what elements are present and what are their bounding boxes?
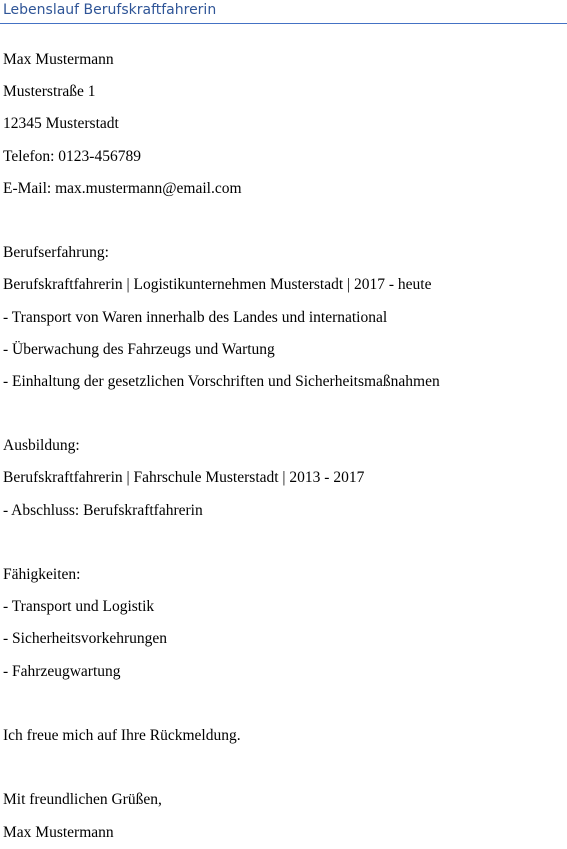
spacer (3, 205, 563, 237)
document-body (3, 44, 563, 849)
education-heading: Ausbildung: (3, 437, 80, 455)
experience-position: Berufskraftfahrerin | Logistikunternehmen Musterstadt | 2017 - heute (3, 276, 432, 294)
closing-greeting: Mit freundlichen Grüßen, (3, 791, 162, 809)
spacer (3, 688, 563, 720)
contact-email: E-Mail: max.mustermann@email.com (3, 179, 242, 197)
document-header (0, 0, 567, 26)
closing-signature: Max Mustermann (3, 823, 114, 841)
document-title: Lebenslauf Berufskraftfahrerin (3, 2, 217, 18)
experience-item: - Überwachung des Fahrzeugs und Wartung (3, 340, 275, 358)
contact-name: Max Mustermann (3, 51, 114, 68)
experience-heading: Berufserfahrung: (3, 244, 109, 262)
skills-item: - Fahrzeugwartung (3, 662, 121, 680)
header-divider (0, 23, 567, 24)
contact-phone: Telefon: 0123-456789 (3, 147, 141, 165)
contact-street: Musterstraße 1 (3, 83, 96, 101)
education-entry: Berufskraftfahrerin | Fahrschule Musterstadt | 2013 - 2017 (3, 469, 365, 487)
skills-heading: Fähigkeiten: (3, 566, 81, 583)
experience-item: - Transport von Waren innerhalb des Landes und international (3, 308, 388, 326)
spacer (3, 527, 563, 559)
skills-item: - Sicherheitsvorkehrungen (3, 630, 167, 648)
spacer (3, 752, 563, 784)
contact-city: 12345 Musterstadt (3, 115, 119, 133)
experience-item: - Einhaltung der gesetzlichen Vorschriften und Sicherheitsmaßnahmen (3, 372, 440, 390)
closing-text: Ich freue mich auf Ihre Rückmeldung. (3, 726, 241, 744)
spacer (3, 398, 563, 430)
skills-item: - Transport und Logistik (3, 598, 155, 616)
education-item: - Abschluss: Berufskraftfahrerin (3, 501, 203, 519)
